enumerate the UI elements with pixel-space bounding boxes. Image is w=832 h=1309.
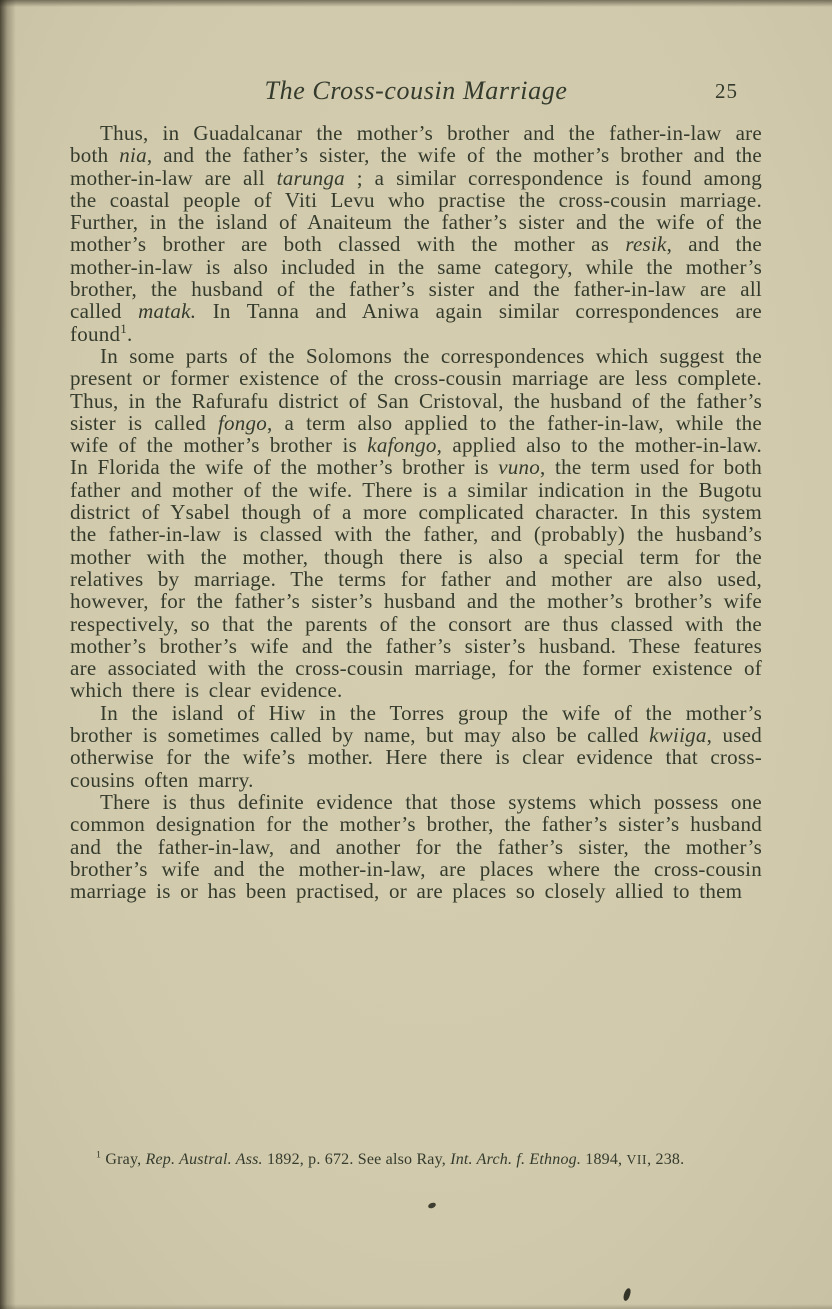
paragraph: Thus, in Guadalcanar the mother’s brother and the father-in-law are both nia, and the father’s sister, the wife of the mother’s brother and the mother-in-law are all tarunga ; a similar correspondence is found among the coastal people of Viti Levu who practise the cross-cousin marriage. Further, in the island of Anaiteum the father’s sister and the wife of the mother’s brother are both classed with the mother as resik, and the mother-in-law is also included in the same category, while the mother’s brother, the husband of the father’s sister and the father-in-law are all called matak. In Tanna and Aniwa again similar correspondences are found$^1$.: [70, 121, 762, 346]
footnote: $^1$ Gray, Rep. Austral. Ass. 1892, p. 672. See also Ray, Int. Arch. f. Ethnog. 1894, VII, 238.: [96, 1149, 685, 1168]
page-top-edge: [0, 0, 832, 7]
paragraph: In some parts of the Solomons the correspondences which suggest the present or former existence of the cross-cousin marriage are less complete. Thus, in the Rafurafu district of San Cristoval, the husband of the father’s sister is called fongo, a term also applied to the father-in-law, while the wife of the mother’s brother is kafongo, applied also to the mother-in-law. In Florida the wife of the mother’s brother is vuno, the term used for both father and mother of the wife. There is a similar indication in the Bugotu district of Ysabel though of a more complicated character. In this system the father-in-law is classed with the father, and (probably) the husband’s mother with the mother, though there is also a special term for the relatives by marriage. The terms for father and mother are also used, however, for the father’s sister’s husband and the mother’s brother’s wife respectively, so that the parents of the consort are thus classed with the mother’s brother’s wife and the father’s sister’s husband. These features are associated with the cross-cousin marriage, for the former existence of which there is clear evidence.: [70, 343, 763, 703]
page-bottom-edge: [0, 1304, 832, 1309]
paragraph: There is thus definite evidence that those systems which possess one common designation for the mother’s brother, the father’s sister’s husband and the father-in-law, and another for the father’s sister, the mother’s brother’s wife and the mother-in-law, are places where the cross-cousin marriage is or has been practised, or are places so closely allied to them: [70, 789, 762, 904]
binding-shadow: [0, 0, 16, 1309]
body-text: [70, 122, 762, 902]
page-header: [70, 76, 762, 106]
ink-mark: [623, 1287, 632, 1301]
ink-mark: [427, 1202, 436, 1210]
page-title: The Cross-cousin Marriage: [264, 76, 568, 105]
page-number: 25: [715, 79, 738, 103]
paragraph: In the island of Hiw in the Torres group the wife of the mother’s brother is sometimes called by name, but may also be called kwiiga, used otherwise for the wife’s mother. Here there is clear evidence that cross-cousins often marry.: [70, 700, 762, 792]
